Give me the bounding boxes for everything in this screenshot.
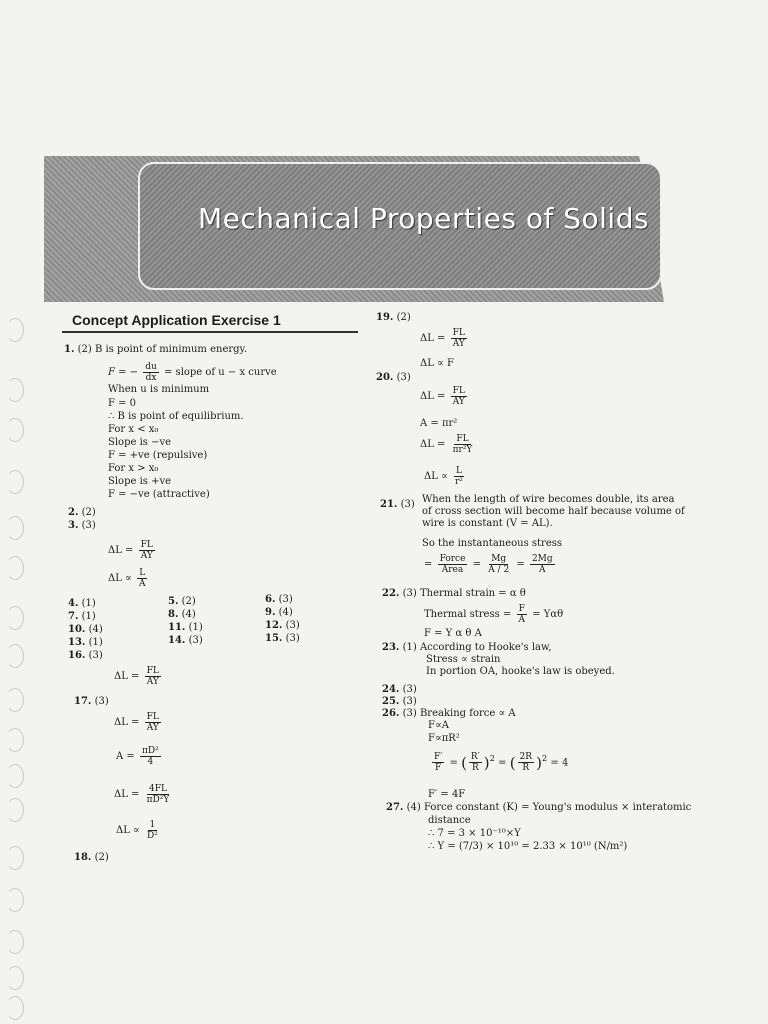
equation (420, 434, 476, 455)
denominator: F (435, 763, 442, 774)
solution-line: F∝A (428, 720, 449, 731)
question-number: 11. (168, 622, 186, 633)
answer-24 (382, 684, 417, 696)
numerator: 1 (149, 820, 156, 830)
numerator: Mg (491, 554, 507, 564)
hole (6, 516, 24, 540)
question-number: 22. (382, 588, 400, 599)
eq-lhs: ΔL = (114, 717, 140, 728)
solution-line: Stress ∝ strain (426, 654, 501, 665)
solution-text: When the length of wire becomes double, its area of cross section will become half because volume of wire is constant (V = AL). (422, 494, 685, 529)
eq-lhs: ΔL ∝ (108, 573, 132, 584)
solution-line: distance (428, 815, 471, 826)
solution-line: For x < x₀ (108, 424, 159, 435)
solution-text: Thermal strain = α θ (419, 588, 526, 599)
numerator: du (145, 362, 157, 372)
numerator: R′ (470, 752, 480, 763)
equation: ΔL ∝ F (420, 358, 454, 369)
denominator: Area (441, 565, 464, 575)
solution-line: ∴ B is point of equilibrium. (108, 411, 244, 422)
answer-choice: (3) (81, 520, 96, 531)
answer-21 (380, 499, 415, 511)
solution-line: Slope is +ve (108, 476, 172, 487)
answer-choice: (3) (94, 696, 109, 707)
equation (430, 752, 568, 773)
numerator: FL (456, 434, 469, 444)
solution-text: Breaking force ∝ A (419, 708, 516, 719)
answer-choice: (3) (188, 635, 203, 646)
hole (6, 606, 24, 630)
answer-26 (382, 708, 516, 720)
answer-choice: (3) (402, 588, 417, 599)
fraction (451, 434, 475, 455)
fraction (140, 746, 161, 767)
answer-item (168, 609, 196, 621)
numerator: FL (146, 712, 159, 722)
question-number: 24. (382, 684, 400, 695)
answer-choice: (3) (285, 633, 300, 644)
answer-choice: (3) (400, 499, 415, 510)
question-number: 27. (386, 802, 404, 813)
answer-23 (382, 642, 552, 654)
equation (114, 712, 163, 733)
answer-choice: (4) (88, 624, 103, 635)
equation: A = πr² (420, 418, 458, 429)
fraction (453, 466, 465, 487)
eq-lhs: ΔL = (420, 391, 446, 402)
answer-item (265, 633, 300, 645)
question-number: 18. (74, 852, 92, 863)
hole (6, 930, 24, 954)
answer-choice: (3) (278, 594, 293, 605)
question-number: 3. (68, 520, 79, 531)
solution-line: For x > x₀ (108, 463, 159, 474)
answer-item (68, 598, 96, 610)
numerator: FL (146, 666, 159, 676)
answer-27 (386, 802, 691, 814)
answer-choice: (4) (406, 802, 421, 813)
hole (6, 644, 24, 668)
question-number: 21. (380, 499, 398, 510)
denominator: AY (140, 551, 153, 561)
solution-line: Slope is −ve (108, 437, 172, 448)
question-number: 17. (74, 696, 92, 707)
answer-item (168, 635, 203, 647)
denominator: r² (455, 477, 463, 487)
exponent: 2 (541, 753, 548, 763)
fraction (438, 554, 468, 575)
equation (424, 604, 563, 625)
numerator: FL (452, 386, 465, 396)
answer-choice: (3) (285, 620, 300, 631)
denominator: AY (452, 397, 465, 407)
fraction (530, 554, 555, 575)
question-number: 6. (265, 594, 276, 605)
question-number: 1. (64, 344, 75, 355)
denominator: D² (147, 831, 158, 841)
equals-sign: = (472, 559, 481, 570)
hole (6, 846, 24, 870)
solution-text: According to Hooke's law, (419, 642, 552, 653)
eq-lhs: ΔL = (108, 545, 134, 556)
answer-19 (376, 312, 411, 324)
numerator: F′ (434, 752, 443, 763)
numerator: πD² (141, 746, 159, 756)
eq-lhs: ΔL = (420, 333, 446, 344)
question-number: 19. (376, 312, 394, 323)
hole (6, 966, 24, 990)
hole (6, 728, 24, 752)
denominator: A / 2 (488, 565, 510, 575)
equation (108, 540, 157, 561)
exponent: 2 (489, 753, 495, 763)
solution-line: So the instantaneous stress (422, 538, 563, 549)
solution-line: F′ = 4F (428, 789, 466, 800)
answer-choice: (2) (81, 507, 96, 518)
equation (420, 386, 469, 407)
fraction (139, 540, 155, 561)
answer-1 (64, 344, 247, 356)
equation (108, 568, 150, 589)
equals-sign: = (498, 757, 507, 769)
question-number: 23. (382, 642, 400, 653)
fraction (145, 820, 160, 841)
answer-choice: (1) (402, 642, 417, 653)
numerator: 2R (519, 752, 533, 763)
question-number: 4. (68, 598, 79, 609)
hole (6, 996, 24, 1020)
hole (6, 556, 24, 580)
fraction (145, 784, 172, 805)
answer-2 (68, 507, 96, 519)
hole (6, 318, 24, 342)
paren: ( (461, 753, 467, 772)
answer-item (68, 637, 103, 649)
equals-sign: = (424, 559, 433, 570)
fraction (469, 752, 482, 773)
numerator: L (455, 466, 462, 476)
equals-sign: = (449, 757, 458, 769)
fraction (451, 386, 467, 407)
hole (6, 418, 24, 442)
fraction (517, 604, 528, 625)
solution-line: F = Y α θ A (424, 628, 482, 639)
answer-item (68, 624, 103, 636)
eq-lhs: Thermal stress = (424, 609, 512, 620)
equation (424, 554, 557, 575)
equation (424, 466, 467, 487)
numerator: 4FL (148, 784, 167, 794)
paren: ( (509, 753, 516, 772)
answer-18 (74, 852, 109, 864)
answer-item (265, 594, 293, 606)
numerator: 2Mg (531, 554, 553, 564)
answer-choice: (2) (77, 344, 92, 355)
question-number: 14. (168, 635, 186, 646)
answer-choice: (1) (88, 637, 103, 648)
answer-choice: (1) (81, 598, 96, 609)
answer-25 (382, 696, 417, 708)
solution-line: ∴ 7 = 3 × 10⁻¹⁰×Y (428, 828, 521, 839)
hole (6, 764, 24, 788)
numerator: Force (439, 554, 466, 564)
answer-choice: (3) (88, 650, 103, 661)
equation (116, 746, 163, 767)
answer-22 (382, 588, 526, 600)
answer-20 (376, 372, 411, 384)
answer-choice: (2) (94, 852, 109, 863)
denominator: AY (146, 677, 159, 687)
question-number: 15. (265, 633, 283, 644)
denominator: πr²Y (452, 445, 473, 455)
equation (114, 784, 173, 805)
solution-text: Force constant (K) = Young's modulus × interatomic (423, 802, 692, 813)
denominator: AY (452, 339, 465, 349)
answer-choice: (1) (188, 622, 203, 633)
answer-choice: (3) (396, 372, 411, 383)
fraction (137, 568, 148, 589)
answer-item (68, 611, 96, 623)
eq-lhs: A = (116, 751, 135, 762)
eq-rhs: = 4 (550, 757, 569, 769)
answer-item (168, 596, 196, 608)
question-number: 16. (68, 650, 86, 661)
paren: ) (483, 753, 490, 772)
question-number: 7. (68, 611, 79, 622)
section-rule (62, 331, 358, 333)
question-number: 20. (376, 372, 394, 383)
fraction (145, 666, 161, 687)
solution-line: ∴ Y = (7/3) × 10¹⁰ = 2.33 × 10¹⁰ (N/m²) (428, 841, 628, 852)
fraction (451, 328, 467, 349)
fraction (143, 362, 159, 383)
question-number: 12. (265, 620, 283, 631)
hole (6, 798, 24, 822)
eq-lhs: ΔL = (420, 439, 446, 450)
question-number: 25. (382, 696, 400, 707)
binder-holes (0, 0, 40, 1024)
denominator: A (539, 565, 546, 575)
fraction (145, 712, 161, 733)
solution-text: B is point of minimum energy. (95, 344, 248, 355)
answer-item (265, 620, 300, 632)
numerator: FL (452, 328, 465, 338)
solution-line: In portion OA, hooke's law is obeyed. (426, 666, 615, 677)
question-number: 26. (382, 708, 400, 719)
answer-choice: (1) (81, 611, 96, 622)
eq-lhs: ΔL = (114, 671, 140, 682)
denominator: R (522, 763, 530, 774)
solution-line: F = +ve (repulsive) (108, 450, 208, 461)
hole (6, 470, 24, 494)
eq-lhs: ΔL = (114, 789, 140, 800)
fraction (518, 752, 535, 773)
answer-3 (68, 520, 96, 532)
fraction (486, 554, 511, 575)
answer-choice: (2) (181, 596, 196, 607)
denominator: A (518, 615, 525, 625)
denominator: AY (146, 723, 159, 733)
eq-rhs: = Yαθ (532, 609, 564, 620)
denominator: πD²Y (146, 795, 170, 805)
question-number: 2. (68, 507, 79, 518)
hole (6, 888, 24, 912)
denominator: dx (145, 373, 157, 383)
equation (108, 362, 277, 383)
equation (116, 820, 162, 841)
denominator: A (139, 579, 146, 589)
numerator: F (518, 604, 525, 614)
equation (420, 328, 469, 349)
question-number: 8. (168, 609, 179, 620)
denominator: 4 (147, 757, 154, 767)
equation (114, 666, 163, 687)
paren: ) (536, 753, 542, 772)
answer-choice: (3) (402, 708, 417, 719)
question-number: 9. (265, 607, 276, 618)
denominator: R (471, 763, 479, 774)
eq-lhs: ΔL ∝ (424, 471, 448, 482)
question-number: 10. (68, 624, 86, 635)
eq-rhs: = slope of u − x curve (164, 367, 277, 378)
answer-item (68, 650, 103, 662)
numerator: FL (140, 540, 153, 550)
fraction (432, 752, 444, 773)
chapter-title: Mechanical Properties of Solids (198, 202, 650, 235)
question-number: 13. (68, 637, 86, 648)
answer-choice: (2) (396, 312, 411, 323)
answer-item (168, 622, 203, 634)
solution-line: When u is minimum (108, 384, 210, 395)
question-number: 5. (168, 596, 179, 607)
equals-sign: = (516, 559, 525, 570)
answer-choice: (4) (181, 609, 196, 620)
hole (6, 688, 24, 712)
solution-line: F = −ve (attractive) (108, 489, 210, 500)
numerator: L (139, 568, 146, 578)
answer-choice: (3) (402, 696, 417, 707)
answer-17 (74, 696, 109, 708)
answer-choice: (3) (402, 684, 417, 695)
eq-lhs: ΔL ∝ (116, 825, 140, 836)
section-heading: Concept Application Exercise 1 (72, 312, 281, 328)
answer-item (265, 607, 293, 619)
solution-line: F∝πR² (428, 733, 460, 744)
answer-choice: (4) (278, 607, 293, 618)
solution-line: F = 0 (108, 398, 137, 409)
hole (6, 378, 24, 402)
eq-lhs: F = − (108, 367, 139, 378)
